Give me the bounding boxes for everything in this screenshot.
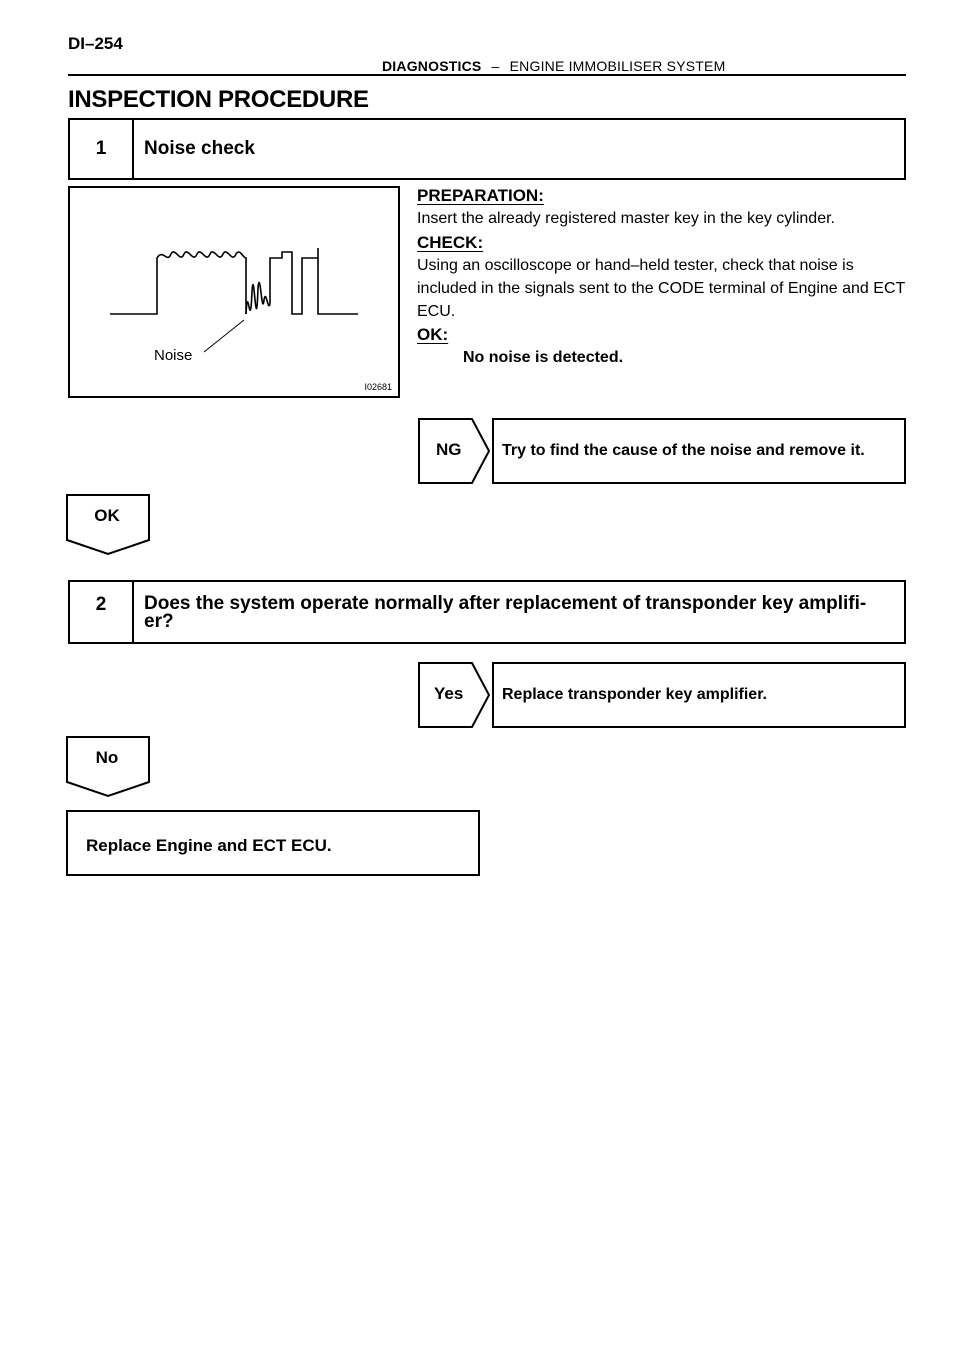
ng-label: NG [436, 440, 462, 459]
yes-arrow-tag [418, 662, 490, 728]
step-2-title-line1: Does the system operate normally after replacement of transponder key amplifi- [144, 593, 867, 614]
ok-tag-label: OK [94, 506, 120, 525]
yes-action-box [492, 662, 906, 728]
step-2-title-line2: er? [144, 611, 174, 632]
ok-criteria: No noise is detected. [463, 349, 624, 366]
ok-heading: OK: [417, 325, 449, 344]
page-title: INSPECTION PROCEDURE [68, 86, 369, 113]
header-section: DIAGNOSTICS [382, 58, 482, 74]
step-1-instructions [417, 184, 917, 369]
yes-label: Yes [434, 684, 464, 703]
noise-waveform-figure [68, 186, 400, 398]
header-separator: – [491, 58, 500, 74]
waveform-diagram [70, 188, 398, 396]
step-2-header [68, 580, 906, 644]
step-1-number: 1 [70, 120, 134, 178]
ng-action-box [492, 418, 906, 484]
check-text: Using an oscilloscope or hand–held tester, check that noise is included in the signals sent to the CODE terminal of Engine and ECT ECU. [417, 257, 905, 320]
step-1-header [68, 118, 906, 180]
step-1-title: Noise check [144, 138, 255, 159]
figure-code: I02681 [364, 382, 392, 392]
yes-action-text: Replace transponder key amplifier. [502, 686, 767, 703]
ng-arrow-tag [418, 418, 490, 484]
no-down-tag [66, 736, 150, 798]
page-number: DI–254 [68, 34, 123, 53]
no-tag-label: No [95, 748, 119, 767]
final-action-text: Replace Engine and ECT ECU. [86, 836, 332, 855]
header-title [382, 58, 725, 74]
header-subsection: ENGINE IMMOBILISER SYSTEM [509, 58, 726, 74]
header-rule [68, 74, 906, 76]
ng-action-text: Try to find the cause of the noise and remove it. [502, 442, 865, 459]
noise-leader-line [204, 320, 244, 352]
step-2-number: 2 [70, 582, 134, 642]
final-action-box [66, 810, 480, 876]
preparation-heading: PREPARATION: [417, 186, 544, 205]
ok-down-tag [66, 494, 150, 556]
check-heading: CHECK: [417, 233, 484, 252]
preparation-text: Insert the already registered master key in the key cylinder. [417, 210, 835, 227]
noise-label: Noise [154, 347, 193, 364]
